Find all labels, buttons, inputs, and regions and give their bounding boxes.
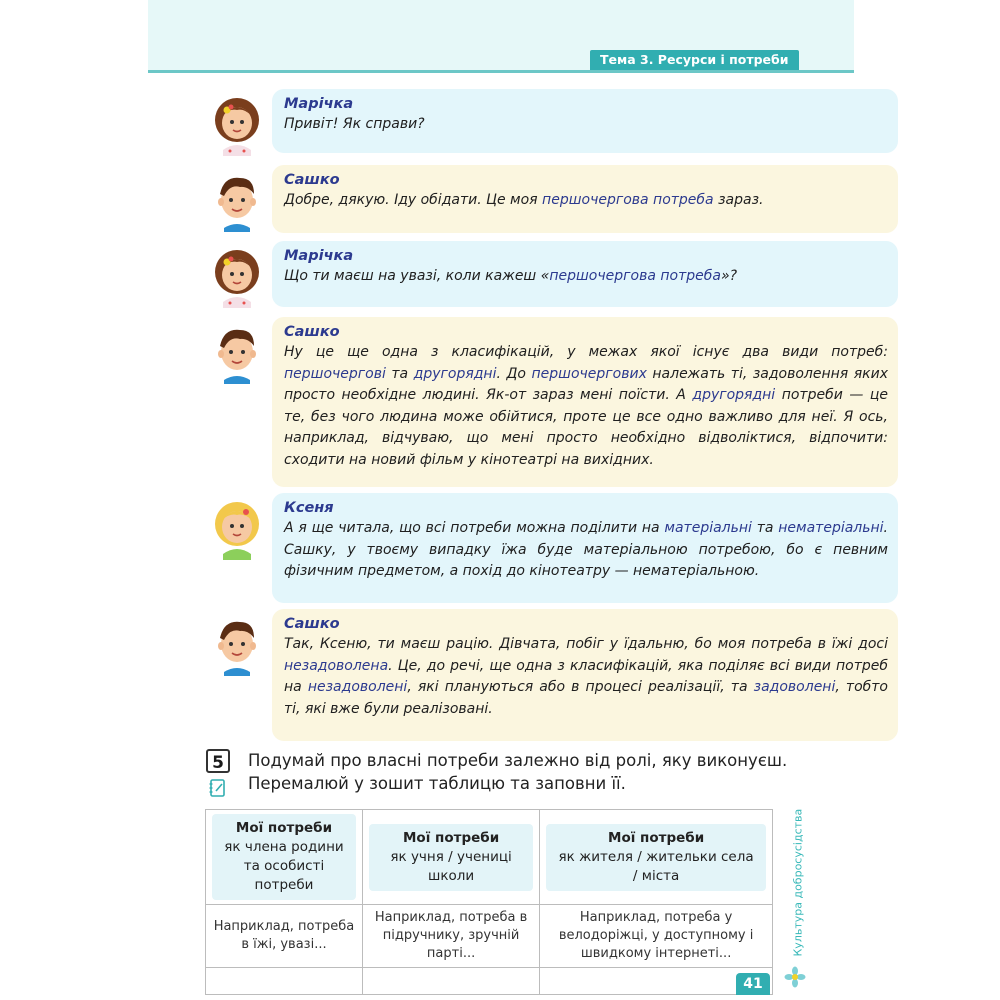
speaker-name: Ксеня bbox=[284, 500, 334, 516]
girl-avatar-icon bbox=[210, 94, 264, 156]
dialogue-bubble-6 bbox=[272, 609, 898, 741]
blonde-girl-avatar-icon bbox=[210, 498, 264, 560]
highlighted-term: другорядні bbox=[692, 387, 776, 403]
dialogue-bubble-5 bbox=[272, 493, 898, 603]
topic-tag: Тема 3. Ресурси і потреби bbox=[590, 50, 799, 70]
highlighted-term: першочергові bbox=[284, 365, 386, 382]
table-cell-empty bbox=[206, 968, 363, 995]
side-section-label: Культура добросусідства bbox=[791, 808, 805, 957]
table-cell: Наприклад, потреба в їжі, увазі... bbox=[206, 905, 363, 968]
dialogue-text: Ну це ще одна з класифікацій, у межах якої існує два види потреб: першочергові та другорядні. До першочергових належать ті, задоволення яких просто необхідне людині. Як-от зараз мені поїсти. А другорядні потреби — це те, без чого людина може обійтися, проте це все одно важливо для неї. Я ось, наприклад, відчуваю, що мені просто необхідно відволіктися, відпочити: сходити на новий фільм у кінотеатрі на вихідних. bbox=[284, 344, 888, 468]
speaker-name: Марічка bbox=[284, 248, 354, 264]
highlighted-term: задоволені bbox=[753, 679, 836, 695]
dialogue-bubble-3 bbox=[272, 241, 898, 307]
speaker-name: Сашко bbox=[284, 616, 340, 632]
dialogue-bubble-1 bbox=[272, 89, 898, 153]
needs-table bbox=[205, 809, 773, 963]
table-header: Мої потреби як учня / учениці школи bbox=[362, 810, 539, 905]
boy-avatar-icon bbox=[210, 170, 264, 232]
textbook-page bbox=[148, 0, 888, 1000]
highlighted-term: першочергова потреба bbox=[549, 268, 721, 284]
highlighted-term: незадоволена bbox=[284, 657, 389, 674]
flower-icon bbox=[784, 966, 806, 988]
page-number: 41 bbox=[736, 973, 770, 995]
dialogue-text: Що ти маєш на увазі, коли кажеш «першочергова потреба»? bbox=[284, 268, 738, 284]
boy-avatar-icon bbox=[210, 614, 264, 676]
girl-avatar-icon bbox=[210, 246, 264, 308]
table-cell: Наприклад, потреба у велодоріжці, у доступному і швидкому інтернеті... bbox=[540, 905, 773, 968]
table-header: Мої потреби як члена родини та особисті потреби bbox=[206, 810, 363, 905]
table-cell: Наприклад, потреба в підручнику, зручній парті... bbox=[362, 905, 539, 968]
highlighted-term: першочергових bbox=[531, 365, 647, 382]
dialogue-bubble-4 bbox=[272, 317, 898, 487]
table-cell-empty bbox=[362, 968, 539, 995]
speaker-name: Марічка bbox=[284, 96, 354, 112]
task-text: Подумай про власні потреби залежно від ролі, яку виконуєш. Перемалюй у зошит таблицю та заповни її. bbox=[248, 751, 788, 793]
highlighted-term: матеріальні bbox=[664, 520, 752, 536]
highlighted-term: нематеріальні bbox=[778, 520, 884, 536]
highlighted-term: першочергова потреба bbox=[542, 192, 714, 208]
dialogue-text: А я ще читала, що всі потреби можна поділити на матеріальні та нематеріальні. Сашку, у твоєму випадку їжа буде матеріальною потребою, бо є певним фізичним предметом, а похід до кінотеатру — нематеріальною. bbox=[284, 520, 888, 579]
highlighted-term: незадоволені bbox=[307, 679, 408, 695]
dialogue-text: Так, Ксеню, ти маєш рацію. Дівчата, побіг у їдальню, бо моя потреба в їжі досі незадоволена. Це, до речі, ще одна з класифікацій, яка поділяє всі види потреб на незадоволені, які плануються або в процесі реалізації, та задоволені, тобто ті, які вже були реалізовані. bbox=[284, 636, 888, 717]
dialogue-bubble-2 bbox=[272, 165, 898, 233]
header-line bbox=[148, 70, 854, 73]
table-header: Мої потреби як жителя / жительки села / міста bbox=[540, 810, 773, 905]
task-number: 5 bbox=[206, 749, 230, 773]
dialogue-text: Привіт! Як справи? bbox=[284, 116, 425, 132]
speaker-name: Сашко bbox=[284, 324, 340, 340]
speaker-name: Сашко bbox=[284, 172, 340, 188]
dialogue-text: Добре, дякую. Іду обідати. Це моя першочергова потреба зараз. bbox=[284, 192, 764, 208]
highlighted-term: другорядні bbox=[413, 365, 497, 382]
boy-avatar-icon bbox=[210, 322, 264, 384]
notebook-icon bbox=[208, 778, 228, 798]
